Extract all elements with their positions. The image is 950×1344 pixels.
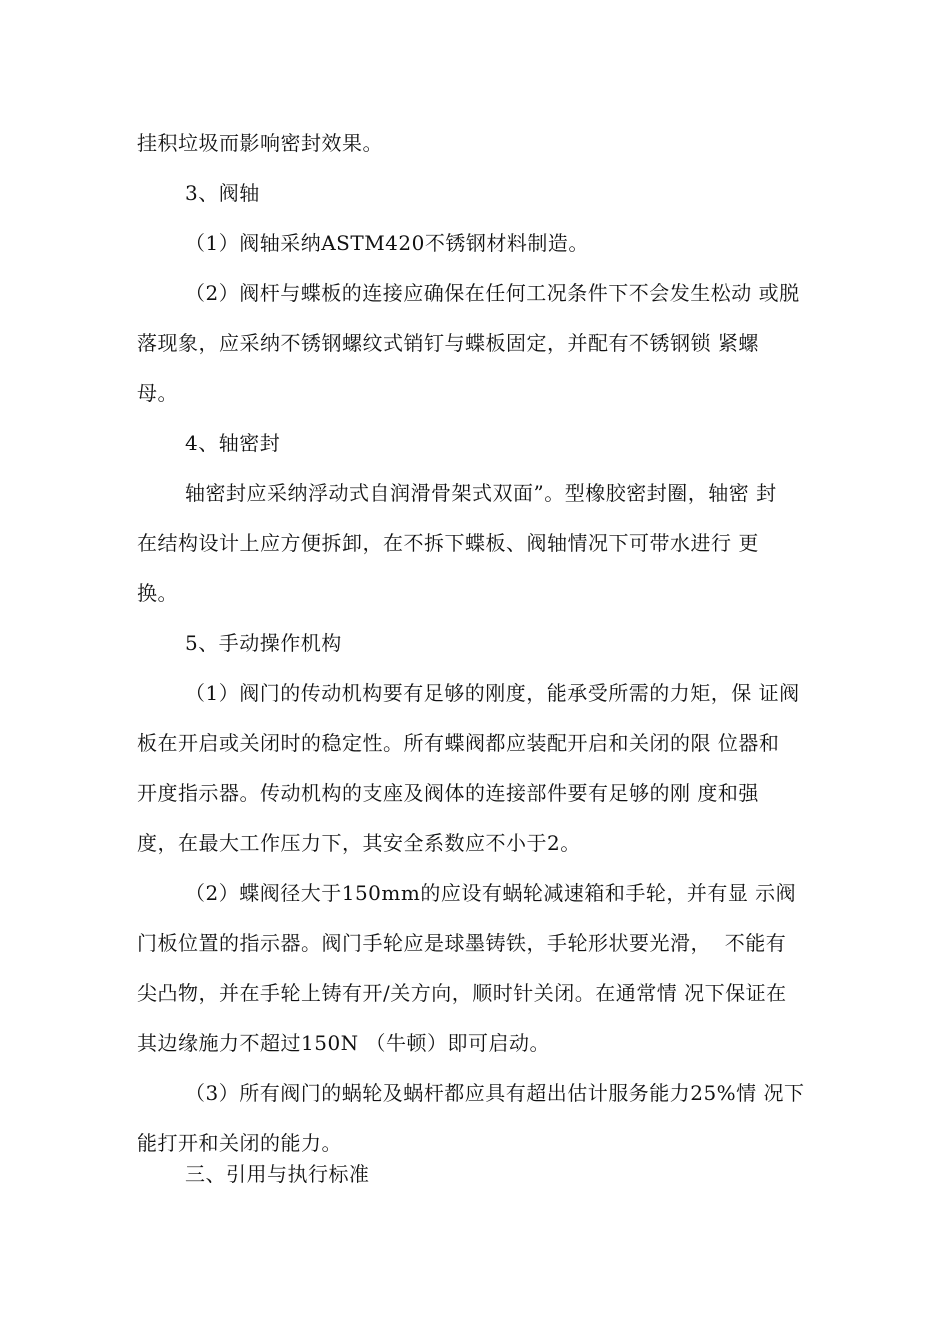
section-heading: 5、手动操作机构 (185, 631, 342, 655)
text-line: 能打开和关闭的能力。 (137, 1131, 342, 1155)
text-line: 其边缘施力不超过150N （牛顿）即可启动。 (137, 1031, 551, 1055)
text-line: 尖凸物，并在手轮上铸有开/关方向，顺时针关闭。在通常情 况下保证在 (137, 981, 787, 1005)
text-line: 板在开启或关闭时的稳定性。所有蝶阀都应装配开启和关闭的限 位器和 (137, 731, 780, 755)
text-line: 母。 (137, 381, 178, 405)
section-heading: 4、轴密封 (185, 431, 281, 455)
text-line: 落现象，应采纳不锈钢螺纹式销钉与蝶板固定，并配有不锈钢锁 紧螺 (137, 331, 759, 355)
text-line: 度，在最大工作压力下，其安全系数应不小于2。 (137, 831, 581, 855)
section-heading: 3、阀轴 (185, 181, 260, 205)
text-line: （2）蝶阀径大于150mm的应设有蜗轮减速箱和手轮，并有显 示阀 (185, 881, 797, 905)
text-line: 在结构设计上应方便拆卸，在不拆下蝶板、阀轴情况下可带水进行 更 (137, 531, 759, 555)
text-line: 开度指示器。传动机构的支座及阀体的连接部件要有足够的刚 度和强 (137, 781, 759, 805)
text-line: 轴密封应采纳浮动式自润滑骨架式双面”。型橡胶密封圈，轴密 封 (185, 481, 777, 505)
text-line: 换。 (137, 581, 178, 605)
text-line: （3）所有阀门的蜗轮及蜗杆都应具有超出估计服务能力25%情 况下 (185, 1081, 805, 1105)
section-heading: 三、引用与执行标准 (185, 1162, 370, 1186)
text-line: （1）阀轴采纳ASTM420不锈钢材料制造。 (185, 231, 589, 255)
text-line: （2）阀杆与蝶板的连接应确保在任何工况条件下不会发生松动 或脱 (185, 281, 800, 305)
text-line: 门板位置的指示器。阀门手轮应是球墨铸铁，手轮形状要光滑， 不能有 (137, 931, 787, 955)
text-line: 挂积垃圾而影响密封效果。 (137, 131, 383, 155)
text-line: （1）阀门的传动机构要有足够的刚度，能承受所需的力矩，保 证阀 (185, 681, 800, 705)
